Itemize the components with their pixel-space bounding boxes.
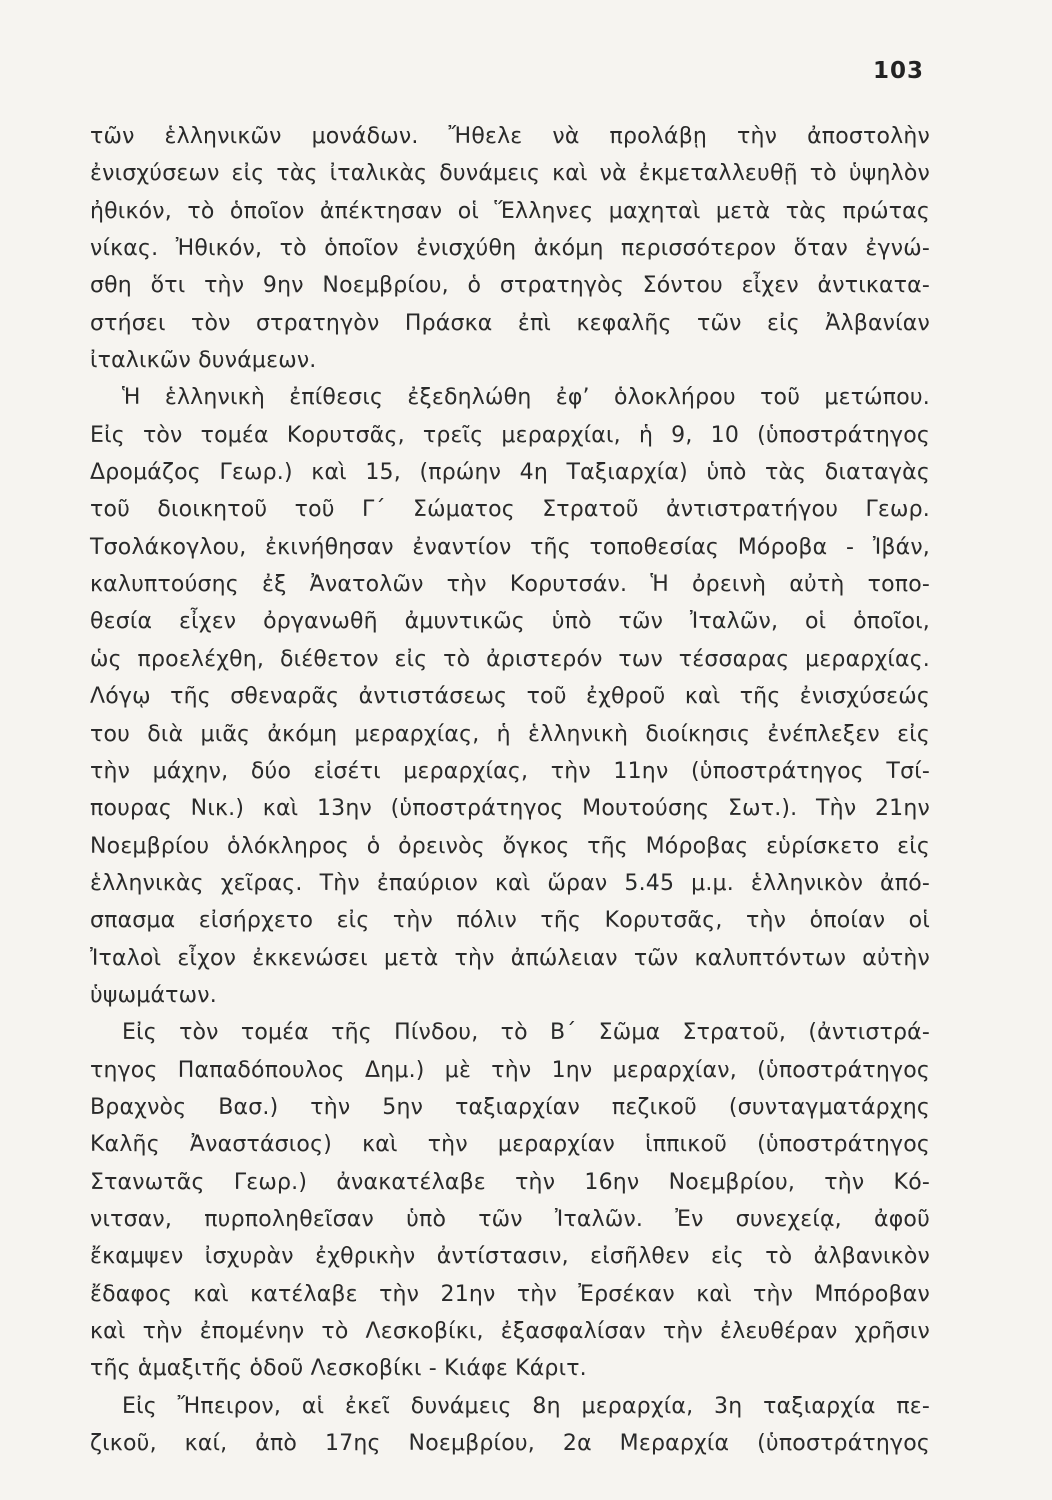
text-line: τὴν μάχην, δύο εἰσέτι μεραρχίας, τὴν 11ην (ὑποστράτηγος Τσί- <box>90 758 930 784</box>
text-line: Εἰς τὸν τομέα τῆς Πίνδου, τὸ Β΄ Σῶμα Στρατοῦ, (ἀντιστρά- <box>122 1020 930 1046</box>
body-text <box>90 118 930 1462</box>
text-line: Βραχνὸς Βασ.) τὴν 5ην ταξιαρχίαν πεζικοῦ (συνταγματάρχης <box>90 1094 930 1120</box>
text-line: νιτσαν, πυρποληθεῖσαν ὑπὸ τῶν Ἰταλῶν. Ἐν συνεχείᾳ, ἀφοῦ <box>90 1206 930 1232</box>
text-line: Ἡ ἑλληνικὴ ἐπίθεσις ἐξεδηλώθη ἐφ’ ὁλοκλήρου τοῦ μετώπου. <box>122 385 930 411</box>
text-line: ἐνισχύσεων εἰς τὰς ἰταλικὰς δυνάμεις καὶ νὰ ἐκμεταλλευθῇ τὸ ὑψηλὸν <box>90 161 930 187</box>
text-line: ζικοῦ, καί, ἀπὸ 17ης Νοεμβρίου, 2α Μεραρχία (ὑποστράτηγος <box>90 1431 930 1457</box>
text-line: ἑλληνικὰς χεῖρας. Τὴν ἐπαύριον καὶ ὥραν 5.45 μ.μ. ἑλληνικὸν ἀπό- <box>90 870 930 896</box>
text-line: ὑψωμάτων. <box>90 982 217 1008</box>
text-line: πουρας Νικ.) καὶ 13ην (ὑποστράτηγος Μουτούσης Σωτ.). Τὴν 21ην <box>90 796 930 822</box>
text-line: ἔδαφος καὶ κατέλαβε τὴν 21ην τὴν Ἐρσέκαν καὶ τὴν Μπόροβαν <box>90 1281 930 1307</box>
text-line: του διὰ μιᾶς ἀκόμη μεραρχίας, ἡ ἑλληνικὴ διοίκησις ἐνέπλεξεν εἰς <box>90 721 930 747</box>
text-line: τῆς ἁμαξιτῆς ὁδοῦ Λεσκοβίκι - Κιάφε Κάριτ. <box>90 1356 587 1382</box>
text-line: καὶ τὴν ἐπομένην τὸ Λεσκοβίκι, ἐξασφαλίσαν τὴν ἐλευθέραν χρῆσιν <box>90 1319 930 1344</box>
text-line: ἔκαμψεν ἰσχυρὰν ἐχθρικὴν ἀντίστασιν, εἰσῆλθεν εἰς τὸ ἀλβανικὸν <box>90 1244 930 1270</box>
text-line: Λόγῳ τῆς σθεναρᾶς ἀντιστάσεως τοῦ ἐχθροῦ καὶ τῆς ἐνισχύσεώς <box>90 684 930 710</box>
text-line: τῶν ἑλληνικῶν μονάδων. Ἤθελε νὰ προλάβῃ τὴν ἀποστολὴν <box>90 124 930 149</box>
text-line: καλυπτούσης ἐξ Ἀνατολῶν τὴν Κορυτσάν. Ἡ ὀρεινὴ αὐτὴ τοπο- <box>90 572 930 598</box>
text-line: Δρομάζος Γεωρ.) καὶ 15, (πρώην 4η Ταξιαρχία) ὑπὸ τὰς διαταγὰς <box>90 460 930 486</box>
text-line: σθη ὅτι τὴν 9ην Νοεμβρίου, ὁ στρατηγὸς Σόντου εἶχεν ἀντικατα- <box>90 273 930 299</box>
text-line: τηγος Παπαδόπουλος Δημ.) μὲ τὴν 1ην μεραρχίαν, (ὑποστράτηγος <box>90 1057 930 1083</box>
text-line: σπασμα εἰσήρχετο εἰς τὴν πόλιν τῆς Κορυτσᾶς, τὴν ὁποίαν οἱ <box>90 908 930 934</box>
text-line: νίκας. Ἠθικόν, τὸ ὁποῖον ἐνισχύθη ἀκόμη περισσότερον ὅταν ἐγνώ- <box>90 236 930 262</box>
text-line: Τσολάκογλου, ἐκινήθησαν ἐναντίον τῆς τοποθεσίας Μόροβα - Ἰβάν, <box>90 534 930 560</box>
text-line: τοῦ διοικητοῦ τοῦ Γ΄ Σώματος Στρατοῦ ἀντιστρατήγου Γεωρ. <box>90 497 930 523</box>
text-line: ἰταλικῶν δυνάμεων. <box>90 348 317 374</box>
text-line: Νοεμβρίου ὁλόκληρος ὁ ὀρεινὸς ὄγκος τῆς Μόροβας εὑρίσκετο εἰς <box>90 833 930 859</box>
text-line: θεσία εἶχεν ὀργανωθῆ ἀμυντικῶς ὑπὸ τῶν Ἰταλῶν, οἱ ὁποῖοι, <box>90 609 930 635</box>
text-line: Καλῆς Ἀναστάσιος) καὶ τὴν μεραρχίαν ἱππικοῦ (ὑποστράτηγος <box>90 1132 930 1158</box>
text-line: Ἰταλοὶ εἶχον ἐκκενώσει μετὰ τὴν ἀπώλειαν τῶν καλυπτόντων αὐτὴν <box>90 945 930 971</box>
text-line: Εἰς τὸν τομέα Κορυτσᾶς, τρεῖς μεραρχίαι, ἡ 9, 10 (ὑποστράτηγος <box>90 422 930 448</box>
text-line: ὡς προελέχθη, διέθετον εἰς τὸ ἀριστερόν των τέσσαρας μεραρχίας. <box>90 646 930 672</box>
text-line: ἠθικόν, τὸ ὁποῖον ἀπέκτησαν οἱ Ἕλληνες μαχηταὶ μετὰ τὰς πρώτας <box>90 198 930 224</box>
text-line: στήσει τὸν στρατηγὸν Πράσκα ἐπὶ κεφαλῆς τῶν εἰς Ἀλβανίαν <box>90 310 930 336</box>
page-number: 103 <box>872 58 924 84</box>
text-line: Στανωτᾶς Γεωρ.) ἀνακατέλαβε τὴν 16ην Νοεμβρίου, τὴν Κό- <box>90 1169 930 1195</box>
text-line: Εἰς Ἤπειρον, αἱ ἐκεῖ δυνάμεις 8η μεραρχία, 3η ταξιαρχία πε- <box>122 1393 930 1419</box>
